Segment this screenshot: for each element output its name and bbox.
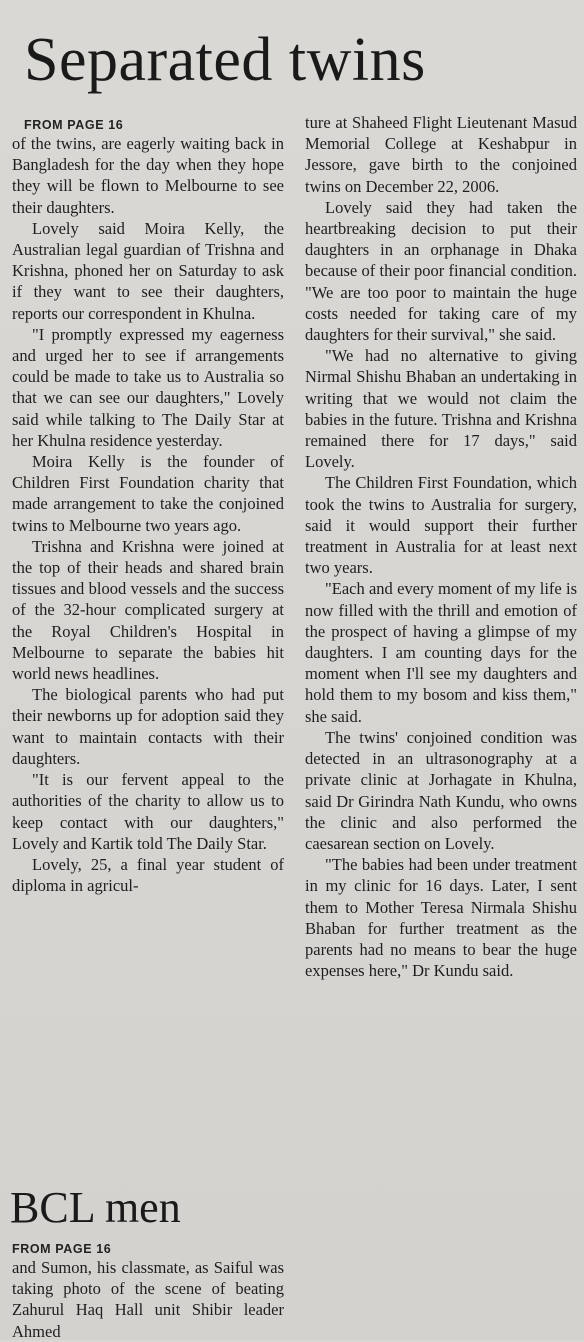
second-article-headline: BCL men	[10, 1183, 181, 1232]
article-paragraph: "We had no alternative to giving Nirmal Shishu Bhaban an undertaking in writing that we would not claim the babies in the future. Trishna and Krishna remained there for 17 days," said Lovely.	[305, 346, 577, 472]
article-paragraph: The twins' conjoined condition was detected in an ultrasonography at a private clinic at Jorhagate in Khulna, said Dr Girindra Nath Kundu, who owns the clinic and also performed the caesarean section on Lovely.	[305, 727, 577, 853]
continuation-kicker: FROM PAGE 16	[12, 1242, 112, 1256]
article-paragraph: and Sumon, his classmate, as Saiful was taking photo of the scene of beating Zahurul Haq Hall unit Shibir leader Ahmed	[12, 1258, 284, 1341]
article-column-1	[12, 118, 284, 896]
article-column-2	[305, 112, 577, 981]
continuation-kicker: FROM PAGE 16	[24, 118, 124, 132]
article-paragraph: "It is our fervent appeal to the authorities of the charity to allow us to keep contact with our daughters," Lovely and Kartik told The Daily Star.	[12, 770, 284, 853]
article-paragraph: "The babies had been under treatment in my clinic for 16 days. Later, I sent them to Mother Teresa Nirmala Shishu Bhaban for further treatment as the parents had no means to bear the huge expenses here," Dr Kundu said.	[305, 855, 577, 981]
article-paragraph: Moira Kelly is the founder of Children First Foundation charity that made arrangement to take the conjoined twins to Melbourne two years ago.	[12, 452, 284, 535]
article-paragraph: Lovely, 25, a final year student of diploma in agricul-	[12, 854, 284, 896]
article-paragraph: The Children First Foundation, which took the twins to Australia for surgery, said it would support their further treatment in Australia for at least next two years.	[305, 473, 577, 578]
article-paragraph: ture at Shaheed Flight Lieutenant Masud Memorial College at Keshabpur in Jessore, gave birth to the conjoined twins on December 22, 2006.	[305, 113, 577, 196]
article-paragraph: "Each and every moment of my life is now filled with the thrill and emotion of the prospect of having a glimpse of my daughters. I am counting days for the moment when I'll see my daughters and hold them to my bosom and kiss them," she said.	[305, 579, 577, 726]
article-paragraph: Trishna and Krishna were joined at the top of their heads and shared brain tissues and blood vessels and the success of the 32-hour complicated surgery at the Royal Children's Hospital in Melbourne to separate the babies hit world news headlines.	[12, 536, 284, 684]
article-paragraph: of the twins, are eagerly waiting back in Bangladesh for the day when they hope they will be flown to Melbourne to see their daughters.	[12, 134, 284, 217]
article-paragraph: Lovely said Moira Kelly, the Australian legal guardian of Trishna and Krishna, phoned her on Saturday to ask if they want to see their daughters, reports our correspondent in Khulna.	[12, 218, 284, 323]
article-headline: Separated twins	[24, 26, 426, 94]
article-paragraph: "I promptly expressed my eagerness and urged her to see if arrangements could be made to take us to Australia so that we can see our daughters," Lovely said while talking to The Daily Star at her Khulna residence yesterday.	[12, 324, 284, 450]
article-paragraph: The biological parents who had put their newborns up for adoption said they want to maintain contacts with their daughters.	[12, 685, 284, 768]
article-paragraph: Lovely said they had taken the heartbreaking decision to put their daughters in an orphanage in Dhaka because of their poor financial condition. "We are too poor to maintain the huge costs needed for taking care of my daughters for their survival," she said.	[305, 197, 577, 345]
second-article-column	[12, 1242, 284, 1342]
